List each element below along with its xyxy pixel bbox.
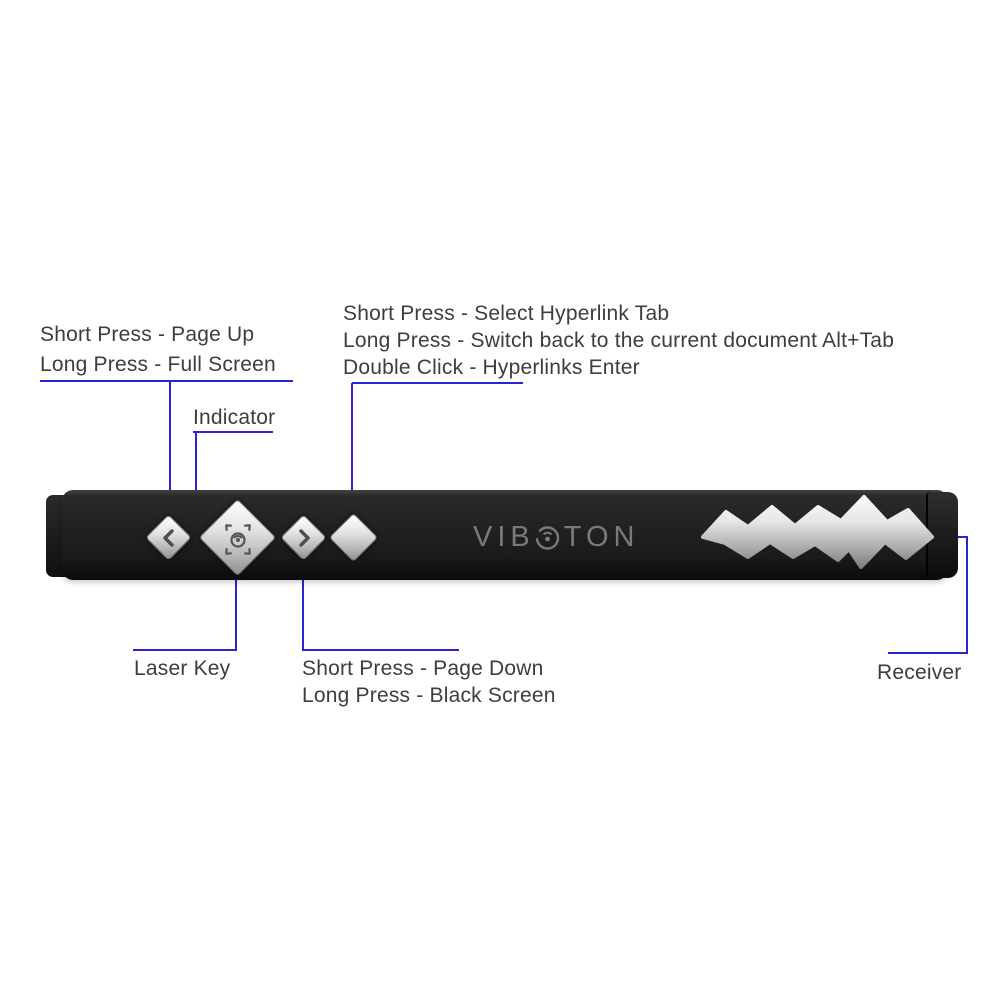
page-up-underline	[40, 380, 293, 382]
chevron-left-icon	[153, 522, 184, 553]
receiver-label: Receiver	[877, 661, 962, 684]
receiver-underline	[888, 652, 968, 654]
brand-o-icon	[534, 524, 561, 551]
indicator-label: Indicator	[193, 406, 276, 429]
grip-wave-pattern	[695, 490, 945, 580]
hyperlink-underline	[352, 382, 523, 384]
brand-logo-left: VIB	[473, 520, 535, 553]
page-up-label-line2: Long Press - Full Screen	[40, 353, 276, 376]
page-down-label-line1: Short Press - Page Down	[302, 657, 544, 680]
brand-logo	[473, 521, 639, 553]
indicator-underline	[193, 431, 273, 433]
dpad-laser-icon	[211, 511, 264, 564]
chevron-right-icon	[288, 522, 319, 553]
page-up-label	[40, 320, 276, 380]
hyperlink-label-line2: Long Press - Switch back to the current document Alt+Tab	[343, 329, 895, 352]
hyperlink-label-line3: Double Click - Hyperlinks Enter	[343, 356, 640, 379]
receiver-leader-line-vertical	[966, 536, 968, 654]
page-up-label-line1: Short Press - Page Up	[40, 323, 255, 346]
hyperlink-label-line1: Short Press - Select Hyperlink Tab	[343, 302, 670, 325]
page-down-label	[302, 655, 556, 709]
hyperlink-label	[343, 300, 894, 381]
page-down-label-line2: Long Press - Black Screen	[302, 684, 556, 707]
laser-key-underline	[133, 649, 237, 651]
laser-key-leader-line	[235, 571, 237, 651]
brand-logo-right: TON	[563, 520, 640, 553]
page-down-underline	[302, 649, 459, 651]
laser-key-label: Laser Key	[134, 657, 231, 680]
